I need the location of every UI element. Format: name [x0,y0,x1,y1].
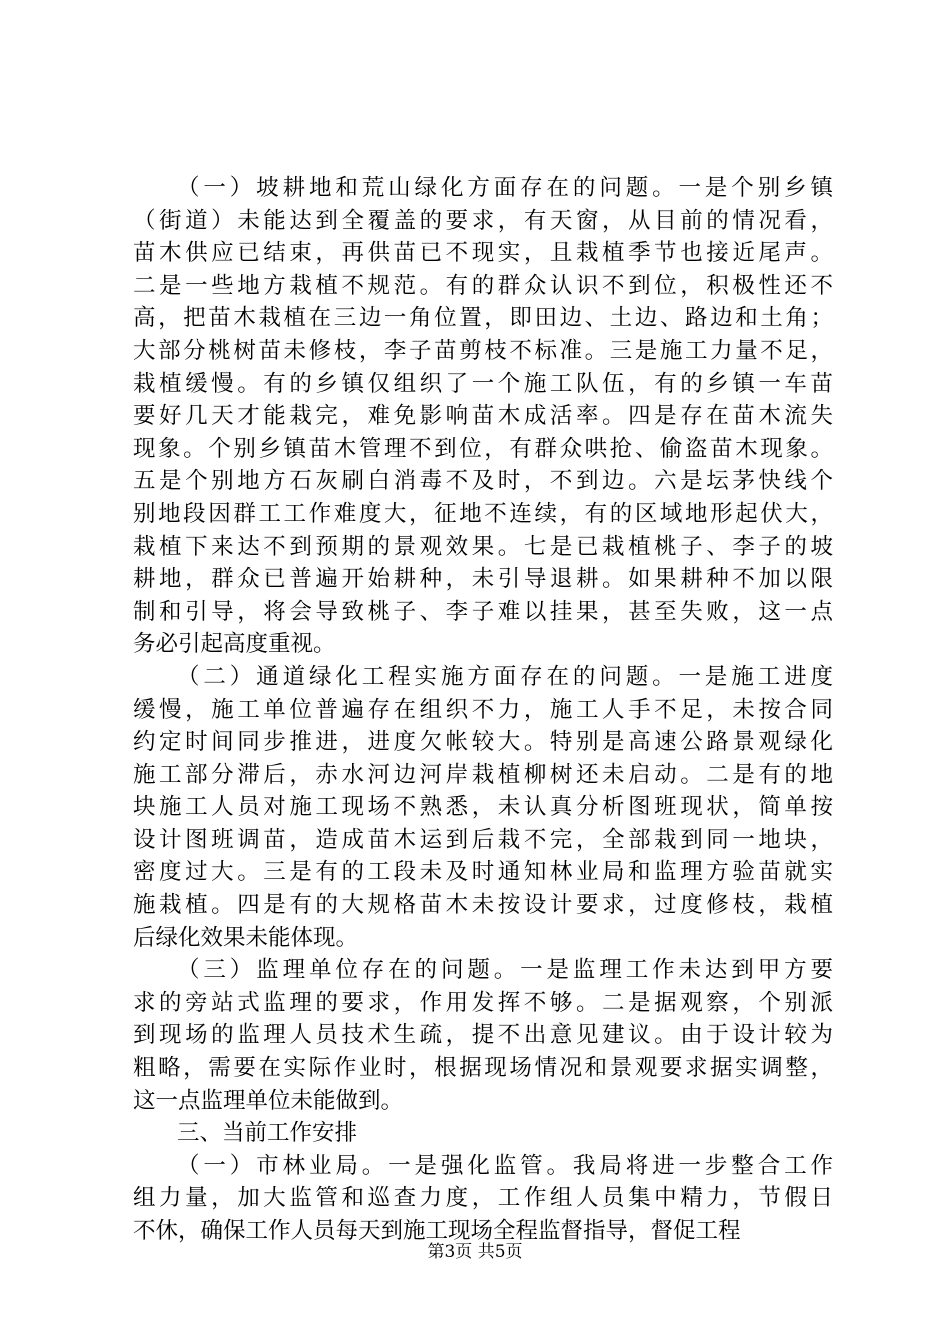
text-line: 高，把苗木栽植在三边一角位置，即田边、土边、路边和土角； [133,305,833,332]
text-line: （三）监理单位存在的问题。一是监理工作未达到甲方要 [177,957,833,984]
text-line: 务必引起高度重视。 [133,631,336,658]
text-line: 要好几天才能栽完，难免影响苗木成活率。四是存在苗木流失 [133,403,833,430]
text-line: （二）通道绿化工程实施方面存在的问题。一是施工进度 [177,663,833,690]
text-line: 求的旁站式监理的要求，作用发挥不够。二是据观察，个别派 [133,989,833,1016]
text-line: 耕地，群众已普遍开始耕种，未引导退耕。如果耕种不加以限 [133,566,833,593]
paragraph [133,1150,833,1248]
text-line: 施栽植。四是有的大规格苗木未按设计要求，过度修枝，栽植 [133,892,833,919]
paragraph [133,954,833,1117]
paragraph [133,661,833,954]
text-line: 施工部分滞后，赤水河边河岸栽植柳树还未启动。二是有的地 [133,761,833,788]
document-body [133,172,833,1248]
text-line: 三、当前工作安排 [177,1120,358,1147]
section-heading [133,1117,833,1150]
text-line: 不休，确保工作人员每天到施工现场全程监督指导，督促工程 [133,1218,741,1244]
paragraph [133,172,833,661]
text-line: 现象。个别乡镇苗木管理不到位，有群众哄抢、偷盗苗木现象。 [133,435,833,462]
text-line: 约定时间同步推进，进度欠帐较大。特别是高速公路景观绿化 [133,729,833,756]
text-line: （一）市林业局。一是强化监管。我局将进一步整合工作 [177,1152,833,1179]
text-line: 到现场的监理人员技术生疏，提不出意见建议。由于设计较为 [133,1022,833,1049]
text-line: 栽植下来达不到预期的景观效果。七是已栽植桃子、李子的坡 [133,533,833,560]
text-line: 五是个别地方石灰刷白消毒不及时，不到边。六是坛茅快线个 [133,468,833,495]
text-line: 别地段因群工工作难度大，征地不连续，有的区域地形起伏大， [133,500,833,527]
text-line: （一）坡耕地和荒山绿化方面存在的问题。一是个别乡镇 [177,175,833,201]
text-line: 组力量，加大监管和巡查力度，工作组人员集中精力，节假日 [133,1185,833,1212]
text-line: 块施工人员对施工现场不熟悉，未认真分析图班现状，简单按 [133,794,833,821]
text-line: 栽植缓慢。有的乡镇仅组织了一个施工队伍，有的乡镇一车苗 [133,370,833,397]
text-line: 这一点监理单位未能做到。 [133,1087,404,1114]
text-line: 粗略，需要在实际作业时，根据现场情况和景观要求据实调整， [133,1055,833,1082]
text-line: （街道）未能达到全覆盖的要求，有天窗，从目前的情况看， [133,207,833,234]
page-footer: 第3页 共5页 [427,1242,523,1262]
text-line: 后绿化效果未能体现。 [133,924,359,951]
text-line: 密度过大。三是有的工段未及时通知林业局和监理方验苗就实 [133,859,833,886]
text-line: 大部分桃树苗未修枝，李子苗剪枝不标准。三是施工力量不足， [133,337,833,364]
text-line: 设计图班调苗，造成苗木运到后栽不完，全部栽到同一地块， [133,826,833,853]
text-line: 苗木供应已结束，再供苗已不现实，且栽植季节也接近尾声。 [133,240,833,267]
text-line: 制和引导，将会导致桃子、李子难以挂果，甚至失败，这一点 [133,598,833,625]
text-line: 缓慢，施工单位普遍存在组织不力，施工人手不足，未按合同 [133,696,833,723]
text-line: 二是一些地方栽植不规范。有的群众认识不到位，积极性还不 [133,272,833,299]
